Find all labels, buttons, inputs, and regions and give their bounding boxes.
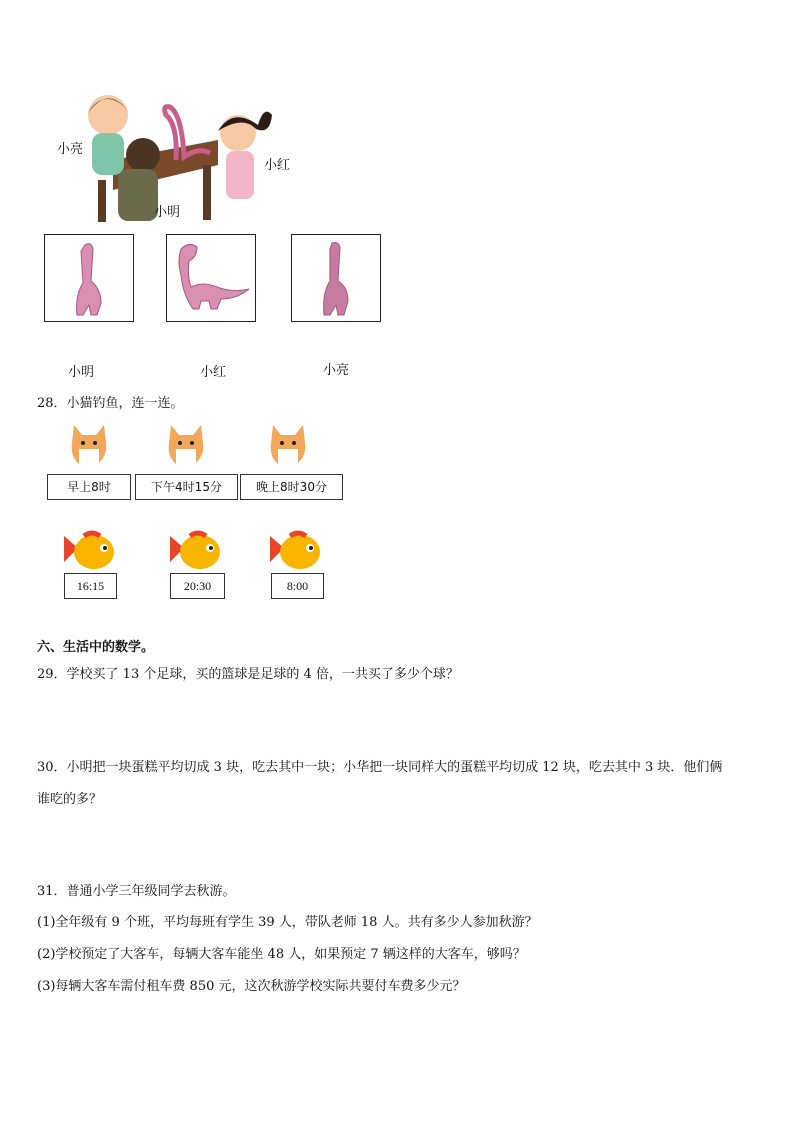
fish-icon	[268, 530, 324, 576]
view-label-2: 小红	[200, 365, 227, 380]
question-31-part2: (2)学校预定了大客车，每辆大客车能坐 48 人，如果预定 7 辆这样的大客车，够吗？	[37, 947, 526, 962]
fish-icon	[62, 530, 118, 576]
time-digital-box-3[interactable]: 8:00	[271, 573, 324, 599]
q28-title: 28．小猫钓鱼，连一连。	[37, 396, 184, 411]
time-text-box-3[interactable]: 晚上8时30分	[240, 474, 343, 500]
view-box-side	[166, 234, 256, 322]
section-heading: 六、生活中的数学。	[37, 640, 155, 655]
scene-label-xiaohong: 小红	[264, 158, 291, 173]
view-box-back	[291, 234, 381, 322]
scene-label-xiaoliang: 小亮	[57, 142, 84, 157]
question-31-part3: (3)每辆大客车需付租车费 850 元，这次秋游学校实际共要付车费多少元？	[37, 979, 466, 994]
scene-label-xiaoming: 小明	[154, 205, 181, 220]
cat-icon	[163, 421, 209, 473]
time-digital-box-1[interactable]: 16:15	[64, 573, 117, 599]
fish-icon	[168, 530, 224, 576]
time-text-box-1[interactable]: 早上8时	[47, 474, 131, 500]
question-30-line2: 谁吃的多？	[37, 792, 103, 807]
question-29: 29．学校买了 13 个足球，买的篮球是足球的 4 倍，一共买了多少个球？	[37, 667, 459, 682]
time-digital-box-2[interactable]: 20:30	[170, 573, 225, 599]
view-label-1: 小明	[68, 365, 95, 380]
question-31: 31．普通小学三年级同学去秋游。	[37, 884, 236, 899]
view-box-front	[44, 234, 134, 322]
question-31-part1: (1)全年级有 9 个班，平均每班有学生 39 人，带队老师 18 人。共有多少人参加秋游？	[37, 915, 538, 930]
scene-illustration	[58, 85, 308, 225]
view-label-3: 小亮	[323, 363, 350, 378]
cat-icon	[265, 421, 311, 473]
time-text-box-2[interactable]: 下午4时15分	[135, 474, 238, 500]
question-30-line1: 30．小明把一块蛋糕平均切成 3 块，吃去其中一块；小华把一块同样大的蛋糕平均切成 12 块，吃去其中 3 块．他们俩	[37, 760, 723, 775]
cat-icon	[66, 421, 112, 473]
